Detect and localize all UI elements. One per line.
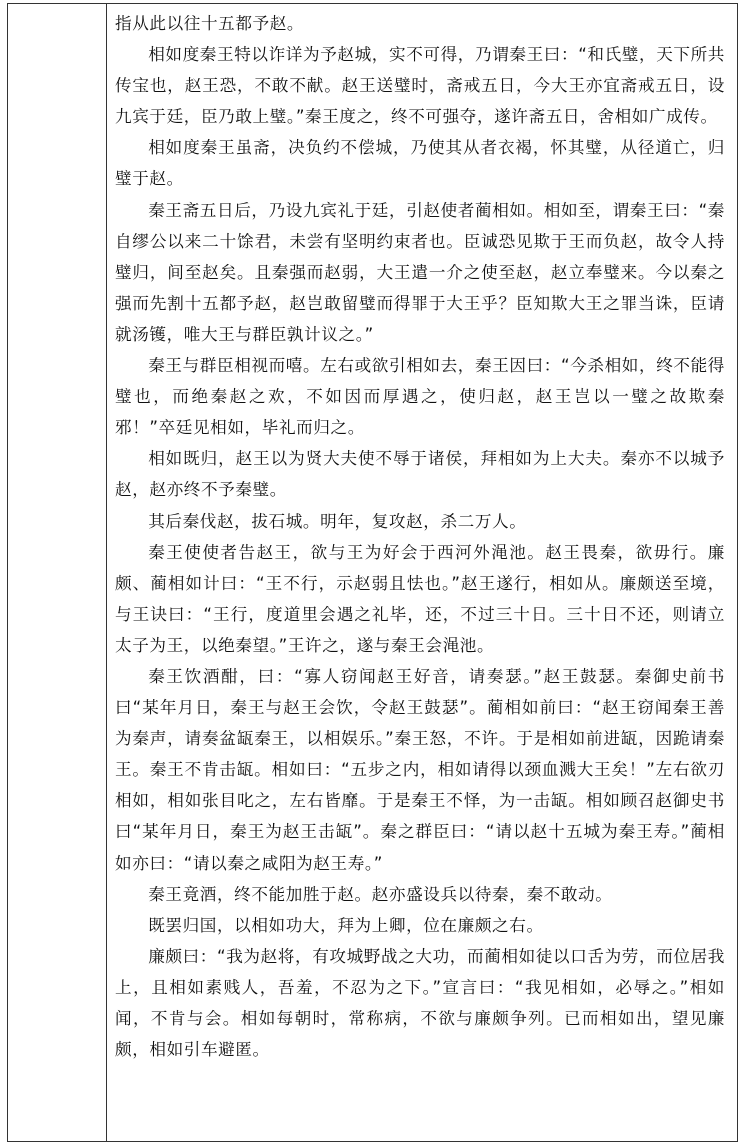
paragraph: 其后秦伐赵，拔石城。明年，复攻赵，杀二万人。 [148, 511, 527, 531]
paragraph: 指从此以往十五都予赵。 [115, 14, 305, 33]
paragraph: 秦王斋五日后，乃设九宾礼于廷，引赵使者蔺相如。相如至，谓秦王曰：“秦自缪公以来二十馀君，未尝有坚明约束者也。臣诚恐见欺于王而负赵，故令人持璧归，间至赵矣。且秦强而赵弱，大王遣一介之使至赵，赵立奉璧来。今以秦之强而先割十五都予赵，赵岂敢留璧而得罪于大王乎？臣知欺大王之罪当诛，臣请就汤镬，唯大王与群臣孰计议之。” [115, 200, 725, 344]
paragraph: 秦王竟酒，终不能加胜于赵。赵亦盛设兵以待秦，秦不敢动。 [148, 884, 613, 904]
text-cell [107, 4, 737, 1141]
text-table [7, 3, 738, 1142]
paragraph: 相如度秦王虽斋，决负约不偿城，乃使其从者衣褐，怀其璧，从径道亡，归璧于赵。 [115, 138, 725, 189]
paragraph: 秦王与群臣相视而嘻。左右或欲引相如去，秦王因曰：“今杀相如，终不能得璧也，而绝秦赵之欢，不如因而厚遇之，使归赵，赵王岂以一璧之故欺秦邪！”卒廷见相如，毕礼而归之。 [115, 356, 725, 438]
paragraph: 相如既归，赵王以为贤大夫使不辱于诸侯，拜相如为上大夫。秦亦不以城予赵，赵亦终不予秦璧。 [115, 449, 725, 500]
paragraph: 秦王使使者告赵王，欲与王为好会于西河外渑池。赵王畏秦，欲毋行。廉颇、蔺相如计曰：“王不行，示赵弱且怯也。”赵王遂行，相如从。廉颇送至境，与王诀曰：“王行，度道里会遇之礼毕，还，不过三十日。三十日不还，则请立太子为王，以绝秦望。”王许之，遂与秦王会渑池。 [115, 542, 725, 655]
paragraph: 廉颇曰：“我为赵将，有攻城野战之大功，而蔺相如徒以口舌为劳，而位居我上，且相如素贱人，吾羞，不忍为之下。”宣言曰：“我见相如，必辱之。”相如闻，不肯与会。相如每朝时，常称病，不欲与廉颇争列。已而相如出，望见廉颇，相如引车避匿。 [115, 946, 725, 1060]
paragraph: 既罢归国，以相如功大，拜为上卿，位在廉颇之右。 [148, 915, 544, 935]
paragraph: 秦王饮酒酣，曰：“寡人窃闻赵王好音，请奏瑟。”赵王鼓瑟。秦御史前书曰“某年月日，秦王与赵王会饮，令赵王鼓瑟”。蔺相如前曰：“赵王窃闻秦王善为秦声，请奏盆缻秦王，以相娱乐。”秦王怒，不许。于是相如前进缻，因跪请秦王。秦王不肯击缻。相如曰：“五步之内，相如请得以颈血溅大王矣！”左右欲刃相如，相如张目叱之，左右皆靡。于是秦王不怿，为一击缻。相如顾召赵御史书曰“某年月日，秦王为赵王击缻”。秦之群臣曰：“请以赵十五城为秦王寿。”蔺相如亦曰：“请以秦之咸阳为赵王寿。” [115, 666, 725, 873]
left-column-cell [8, 4, 107, 1141]
paragraph: 相如度秦王特以诈详为予赵城，实不可得，乃谓秦王曰：“和氏璧，天下所共传宝也，赵王恐，不敢不献。赵王送璧时，斋戒五日，今大王亦宜斋戒五日，设九宾于廷，臣乃敢上璧。”秦王度之，终不可强夺，遂许斋五日，舍相如广成传。 [115, 45, 725, 127]
